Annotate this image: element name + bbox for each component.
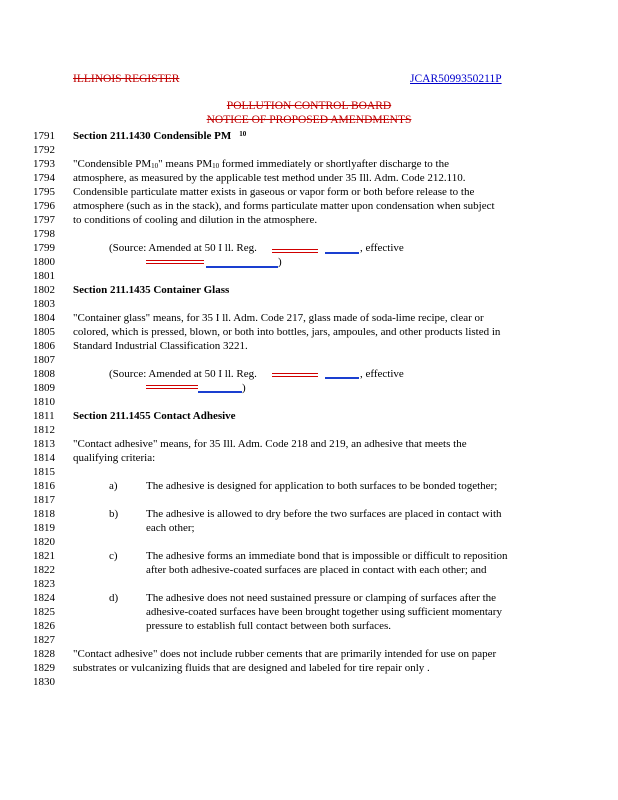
paragraph-line: Standard Industrial Classification 3221. — [73, 340, 248, 352]
deleted-blank — [146, 263, 204, 264]
source-note: (Source: Amended at 50 I ll. Reg. — [109, 242, 257, 254]
line-number: 1812 — [33, 424, 55, 436]
deleted-blank — [272, 376, 318, 377]
board-title: POLLUTION CONTROL BOARD — [226, 100, 392, 112]
line-number: 1811 — [33, 410, 55, 422]
paragraph-line: Condensible particulate matter exists in gaseous or vapor form or both before release to the — [73, 186, 475, 198]
line-number: 1821 — [33, 550, 55, 562]
line-number: 1814 — [33, 452, 55, 464]
line-number: 1797 — [33, 214, 55, 226]
line-number: 1823 — [33, 578, 55, 590]
line-number: 1798 — [33, 228, 55, 240]
item-text: The adhesive does not need sustained pressure or clamping of surfaces after the — [146, 592, 497, 604]
paragraph-line: atmosphere, as measured by the applicable test method under 35 Ill. Adm. Code 212.110. — [73, 172, 466, 184]
line-number: 1816 — [33, 480, 55, 492]
line-number: 1820 — [33, 536, 55, 548]
item-label: d) — [109, 592, 119, 604]
line-number: 1829 — [33, 662, 55, 674]
effective-label: , effective — [360, 368, 404, 380]
line-number: 1794 — [33, 172, 55, 184]
section-heading-1435: Section 211.1435 Container Glass — [73, 284, 230, 296]
inserted-blank — [206, 266, 278, 268]
line-number: 1824 — [33, 592, 55, 604]
item-text: The adhesive is allowed to dry before the two surfaces are placed in contact with — [146, 508, 502, 520]
item-text: The adhesive forms an immediate bond that is impossible or difficult to reposition — [146, 550, 508, 562]
inserted-blank — [325, 377, 359, 379]
paragraph-line: "Contact adhesive" means, for 35 Ill. Adm. Code 218 and 219, an adhesive that meets the — [73, 438, 467, 450]
section-heading-1455: Section 211.1455 Contact Adhesive — [73, 410, 236, 422]
item-text: The adhesive is designed for application to both surfaces to be bonded together; — [146, 480, 498, 492]
inserted-blank — [325, 252, 359, 254]
paragraph-line: substrates or vulcanizing fluids that are designed and labeled for tire repair only . — [73, 662, 430, 674]
line-number: 1827 — [33, 634, 55, 646]
line-number: 1802 — [33, 284, 55, 296]
line-number: 1800 — [33, 256, 55, 268]
line-number: 1825 — [33, 606, 55, 618]
line-number: 1818 — [33, 508, 55, 520]
line-number: 1815 — [33, 466, 55, 478]
line-number: 1803 — [33, 298, 55, 310]
effective-label: , effective — [360, 242, 404, 254]
line-number: 1808 — [33, 368, 55, 380]
paragraph-line: to conditions of cooling and dilution in the atmosphere. — [73, 214, 318, 226]
source-close: ) — [242, 382, 246, 394]
line-number: 1813 — [33, 438, 55, 450]
section-heading-1430: Section 211.1430 Condensible PM $^{10}$ — [73, 130, 247, 142]
deleted-blank — [272, 249, 318, 250]
notice-title: NOTICE OF PROPOSED AMENDMENTS — [206, 114, 412, 126]
paragraph-line: qualifying criteria: — [73, 452, 156, 464]
item-text: each other; — [146, 522, 195, 534]
jcar-code: JCAR5099350211P — [410, 73, 502, 85]
line-number: 1791 — [33, 130, 55, 142]
item-label: a) — [109, 480, 118, 492]
line-number: 1830 — [33, 676, 55, 688]
line-number: 1819 — [33, 522, 55, 534]
line-number: 1795 — [33, 186, 55, 198]
paragraph-line: "Contact adhesive" does not include rubber cements that are primarily intended for use on paper — [73, 648, 497, 660]
line-number: 1796 — [33, 200, 55, 212]
item-label: c) — [109, 550, 118, 562]
deleted-blank — [146, 388, 198, 389]
line-number: 1805 — [33, 326, 55, 338]
line-number: 1809 — [33, 382, 55, 394]
register-header: ILLINOIS REGISTER — [73, 73, 180, 85]
line-number: 1804 — [33, 312, 55, 324]
line-number: 1810 — [33, 396, 55, 408]
line-number: 1828 — [33, 648, 55, 660]
item-label: b) — [109, 508, 119, 520]
deleted-blank — [146, 260, 204, 261]
line-number: 1801 — [33, 270, 55, 282]
deleted-blank — [146, 385, 198, 386]
deleted-blank — [272, 252, 318, 253]
line-number: 1799 — [33, 242, 55, 254]
paragraph-line: colored, which is pressed, blown, or both into bottles, jars, ampoules, and other products listed in — [73, 326, 501, 338]
source-close: ) — [278, 256, 282, 268]
deleted-blank — [272, 373, 318, 374]
line-number: 1792 — [33, 144, 55, 156]
line-number: 1793 — [33, 158, 55, 170]
line-number: 1817 — [33, 494, 55, 506]
item-text: after both adhesive-coated surfaces are placed in contact with each other; and — [146, 564, 487, 576]
paragraph-line: atmosphere (such as in the stack), and forms particulate matter upon condensation when subject — [73, 200, 495, 212]
inserted-blank — [198, 391, 242, 393]
line-number: 1806 — [33, 340, 55, 352]
paragraph-line: "Condensible $PM_{10}$" means $PM_{10}$ formed immediately or shortlyafter discharge to the — [73, 158, 449, 170]
item-text: pressure to establish full contact between both surfaces. — [146, 620, 391, 632]
item-text: adhesive-coated surfaces have been brought together using sufficient momentary — [146, 606, 502, 618]
line-number: 1807 — [33, 354, 55, 366]
source-note: (Source: Amended at 50 I ll. Reg. — [109, 368, 257, 380]
line-number: 1822 — [33, 564, 55, 576]
line-number: 1826 — [33, 620, 55, 632]
paragraph-line: "Container glass" means, for 35 I ll. Adm. Code 217, glass made of soda-lime recipe, clear or — [73, 312, 484, 324]
